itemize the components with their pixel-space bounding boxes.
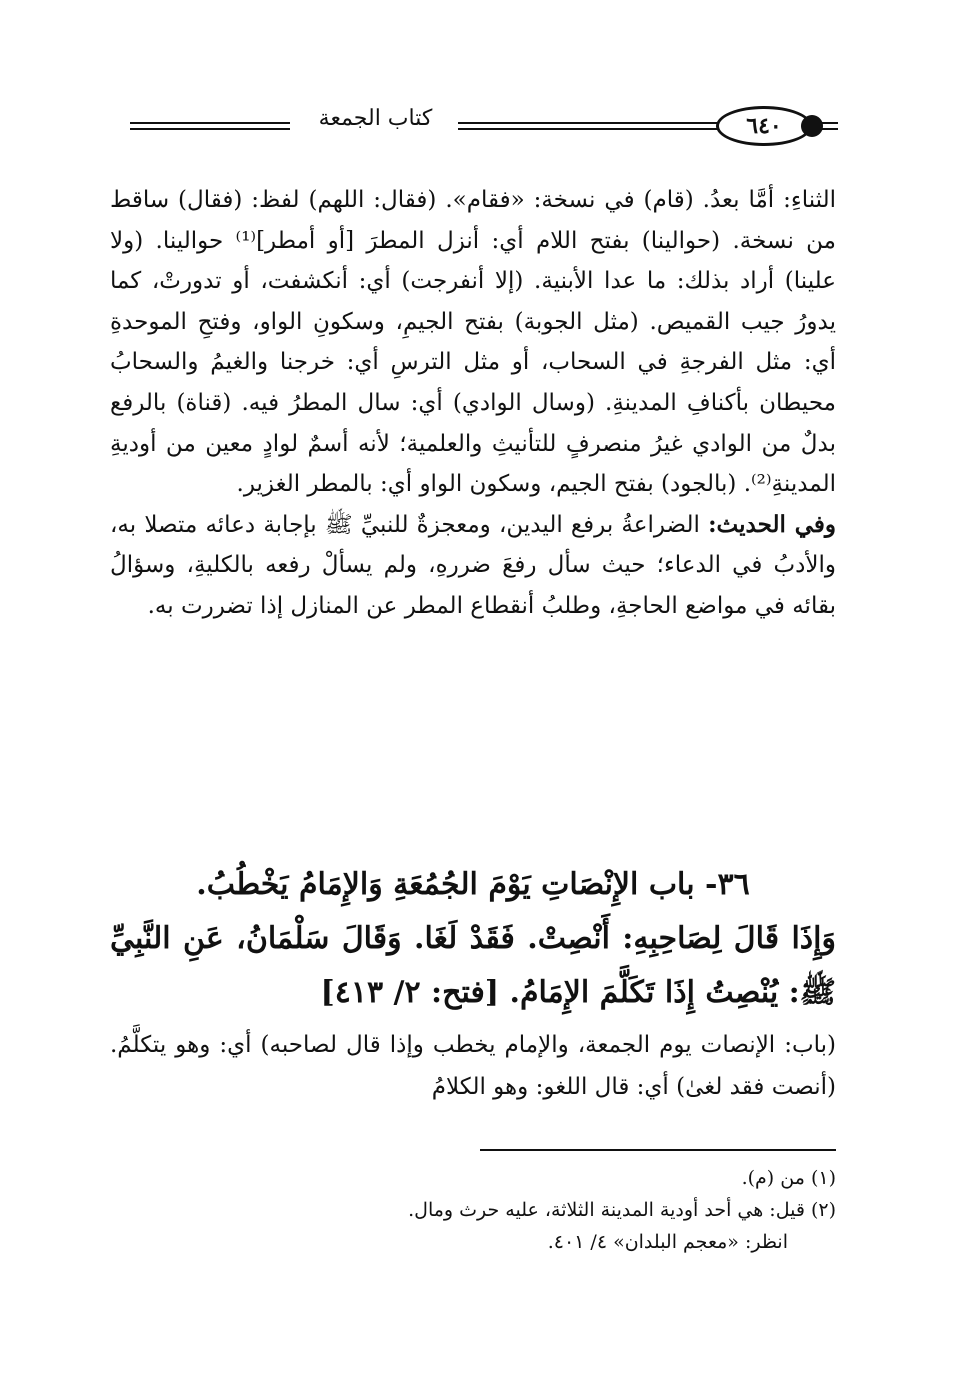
paragraph-benefits xyxy=(110,505,836,627)
benefits-text: الضراعةُ برفع اليدين، ومعجزةٌ للنبيِّ ﷺ بإجابة دعائه متصلا به، والأدبُ في الدعاء؛ حيث سأل رفعَ ضررهِ، ولم يسألْ رفعه بالكليةِ، وسؤالُ بقائه في مواضع الحاجةِ، وطلبُ أنقطاع المطر عن المنازل إذا تضررت به. xyxy=(110,511,836,619)
footnote-2: (٢) قيل: هي أحد أودية المدينة الثلاثة، عليه حرث ومال. xyxy=(408,1199,836,1221)
main-text xyxy=(110,180,836,627)
header-rule-left xyxy=(130,122,290,130)
footnote-1: (١) من (م). xyxy=(741,1167,836,1189)
chapter-title: ٣٦- باب الإِنْصَاتِ يَوْمَ الجُمُعَةِ وَالإِمَامُ يَخْطُبُ. xyxy=(196,867,750,902)
benefits-lead: وفي الحديث: xyxy=(708,510,837,538)
book-title: كتاب الجمعة xyxy=(318,106,433,131)
chapter-heading xyxy=(110,858,836,1020)
chapter-text: وَإِذَا قَالَ لِصَاحِبِهِ: أَنْصِتْ. فَقَدْ لَغَا. وَقَالَ سَلْمَانُ، عَنِ النَّبِيِّ ﷺ: يُنْصِتُ إِذَا تَكَلَّمَ الإِمَامُ. [فتح: ٢/ ٤١٣] xyxy=(110,921,836,1010)
paragraph-commentary: الثناءِ: أمَّا بعدُ. (قام) في نسخة: «فقام». (فقال: اللهم) لفظ: (فقال) ساقط من نسخة. (حوالينا) بفتح اللام أي: أنزل المطرَ [أو أمطر]⁽¹⁾ حوالينا. (ولا علينا) أراد بذلك: ما عدا الأبنية. (إلا أنفرجت) أي: أنكشفت، أو تدورتْ، كما يدورُ جيب القميص. (مثل الجوبة) بفتح الجيمِ، وسكونِ الواو، وفتحِ الموحدةِ أي: مثل الفرجةِ في السحاب، أو مثل الترسِ أي: خرجنا والغيمُ والسحابُ محيطان بأكنافِ المدينةِ. (وسال الوادي) أي: سال المطرُ فيه. (قناة) بالرفع بدلٌ من الوادي غيرُ منصرفٍ للتأنيثِ والعلمية؛ لأنه أسمٌ لوادٍ معين من أوديةِ المدينةِ⁽²⁾. (بالجود) بفتح الجيم، وسكون الواو أي: بالمطر الغزير. xyxy=(110,187,836,498)
footnote-divider xyxy=(480,1149,836,1151)
running-header xyxy=(120,100,840,150)
footnote-2-reference: انظر: «معجم البلدان» ٤/ ٤٠١. xyxy=(547,1231,788,1253)
page-number: ٦٤٠ xyxy=(716,106,812,146)
footnotes xyxy=(200,1162,836,1258)
chapter-commentary: (باب: الإنصات يوم الجمعة، والإمام يخطب وإذا قال لصاحبه) أي: وهو يتكلَّمُ. (أنصت فقد لغىٰ) أي: قال اللغو: وهو الكلامُ xyxy=(110,1032,836,1100)
